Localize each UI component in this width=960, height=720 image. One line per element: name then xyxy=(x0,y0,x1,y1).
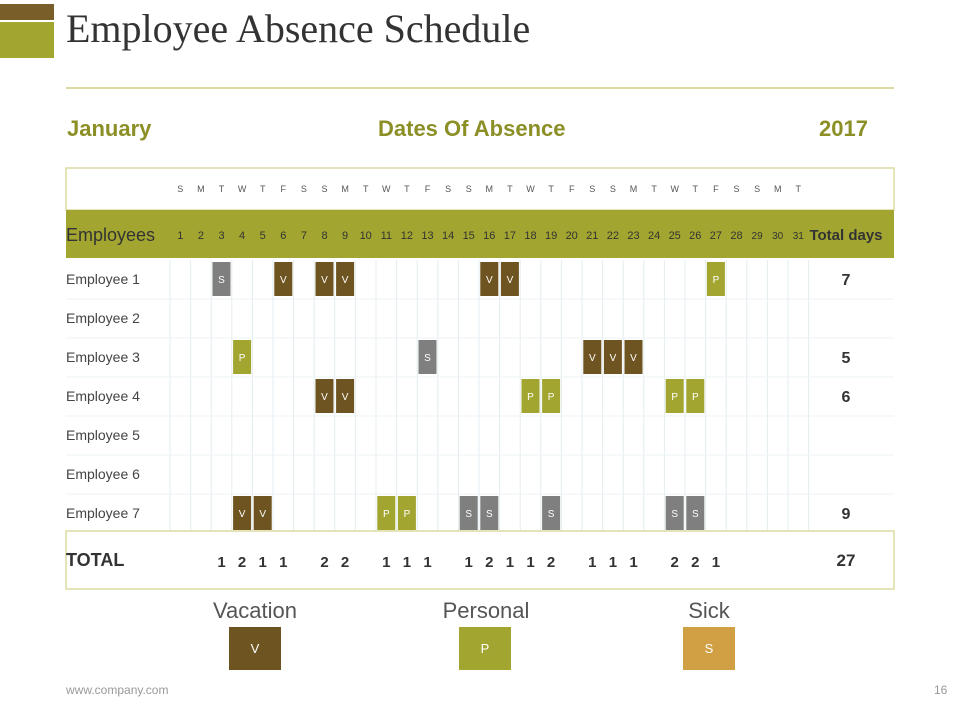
daily-total: 2 xyxy=(546,554,556,571)
absence-code: P xyxy=(547,392,555,403)
day-number: 6 xyxy=(280,230,287,242)
daily-total: 1 xyxy=(464,554,473,571)
absence-code: S xyxy=(485,509,493,520)
daily-total: 2 xyxy=(670,554,679,571)
absence-code: V xyxy=(609,353,617,364)
weekday-label: T xyxy=(404,184,410,194)
daily-total: 1 xyxy=(505,554,515,571)
daily-total: 2 xyxy=(237,554,247,571)
daily-total: 1 xyxy=(217,554,226,571)
daily-total: 2 xyxy=(691,554,700,571)
daily-total: 1 xyxy=(526,554,535,571)
daily-total: 1 xyxy=(423,554,432,571)
weekday-label: T xyxy=(259,184,266,194)
day-number: 18 xyxy=(524,230,537,242)
absence-code: S xyxy=(671,509,679,520)
legend-sick-label: Sick xyxy=(688,598,730,623)
legend-personal-swatch: P xyxy=(459,627,511,670)
day-number: 31 xyxy=(792,231,804,242)
year-label: 2017 xyxy=(819,116,868,141)
day-number: 28 xyxy=(730,230,743,242)
day-number: 10 xyxy=(359,230,372,242)
absence-code: V xyxy=(321,392,328,403)
absence-code: P xyxy=(671,392,679,403)
day-number: 9 xyxy=(342,230,349,242)
day-number: 21 xyxy=(586,230,599,242)
weekday-label: T xyxy=(795,184,802,194)
daily-total: 2 xyxy=(340,554,350,571)
daily-total: 1 xyxy=(258,554,267,571)
day-number: 8 xyxy=(321,230,328,242)
absence-code: V xyxy=(588,353,596,364)
absence-code: V xyxy=(259,509,267,520)
weekday-label: T xyxy=(218,184,225,194)
absence-code: V xyxy=(279,275,287,286)
employee-name: Employee 5 xyxy=(66,427,140,443)
absence-code: S xyxy=(218,275,225,286)
absence-code: P xyxy=(382,509,390,520)
day-number: 5 xyxy=(259,230,266,242)
absence-code: V xyxy=(506,275,514,286)
day-number: 7 xyxy=(300,230,307,242)
day-number: 1 xyxy=(177,230,184,242)
daily-total: 1 xyxy=(402,554,412,571)
weekday-label: S xyxy=(609,184,616,194)
legend-personal-label: Personal xyxy=(442,598,530,623)
weekday-label: S xyxy=(300,184,307,194)
employee-name: Employee 7 xyxy=(66,505,140,521)
weekday-label: S xyxy=(321,184,328,194)
employees-header: Employees xyxy=(66,225,156,245)
absence-code: S xyxy=(691,509,699,520)
day-number: 3 xyxy=(218,230,225,242)
day-number: 30 xyxy=(772,231,784,242)
weekday-label: W xyxy=(382,184,391,194)
grand-total: 27 xyxy=(836,551,856,570)
legend-vacation-label: Vacation xyxy=(213,598,297,623)
weekday-label: W xyxy=(237,184,247,194)
day-number: 22 xyxy=(606,230,620,242)
daily-total: 2 xyxy=(485,554,494,571)
weekday-label: F xyxy=(424,184,431,194)
daily-total: 1 xyxy=(629,554,638,571)
absence-code: P xyxy=(691,392,699,403)
month-label: January xyxy=(67,116,152,141)
employee-name: Employee 3 xyxy=(66,349,140,365)
day-number: 27 xyxy=(709,230,723,242)
total-row xyxy=(66,531,894,589)
daily-total: 1 xyxy=(608,554,618,571)
day-number: 16 xyxy=(483,230,496,242)
day-number: 2 xyxy=(197,230,204,242)
absence-code: V xyxy=(238,509,246,520)
weekday-row xyxy=(66,168,894,210)
day-number: 25 xyxy=(668,230,681,242)
weekday-label: F xyxy=(568,184,575,194)
absence-code: S xyxy=(547,509,555,520)
weekday-label: M xyxy=(629,184,638,194)
weekday-label: T xyxy=(507,184,513,194)
weekday-label: M xyxy=(773,184,782,194)
weekday-label: T xyxy=(692,184,699,194)
legend-sick-swatch: S xyxy=(683,627,735,670)
legend-vacation-swatch: V xyxy=(229,627,281,670)
daily-total: 1 xyxy=(588,554,597,571)
employee-total-days: 5 xyxy=(841,350,851,367)
employee-name: Employee 2 xyxy=(66,310,140,326)
absence-code: P xyxy=(238,353,246,364)
weekday-label: T xyxy=(548,184,554,194)
weekday-label: W xyxy=(670,184,679,194)
employee-name: Employee 4 xyxy=(66,388,140,404)
page-title: Employee Absence Schedule xyxy=(66,6,531,51)
absence-code: P xyxy=(403,509,411,520)
weekday-label: M xyxy=(197,184,205,194)
day-number: 15 xyxy=(462,230,475,242)
weekday-label: F xyxy=(280,184,287,194)
weekday-label: T xyxy=(651,184,657,194)
day-header-row xyxy=(66,210,894,258)
day-number: 12 xyxy=(400,230,414,242)
absence-code: V xyxy=(321,275,328,286)
day-number: 24 xyxy=(647,230,661,242)
day-number: 26 xyxy=(689,230,702,242)
daily-total: 1 xyxy=(279,554,288,571)
absence-code: V xyxy=(630,353,637,364)
absence-code: S xyxy=(465,509,473,520)
weekday-label: W xyxy=(526,184,535,194)
absence-code: V xyxy=(485,275,493,286)
day-number: 17 xyxy=(503,230,517,242)
weekday-label: M xyxy=(485,184,494,194)
weekday-label: S xyxy=(445,184,452,194)
employee-total-days: 9 xyxy=(841,506,851,523)
day-number: 4 xyxy=(239,230,246,242)
dates-of-absence-heading: Dates Of Absence xyxy=(378,116,566,141)
weekday-label: S xyxy=(733,184,740,194)
weekday-label: T xyxy=(362,184,369,194)
employee-name: Employee 1 xyxy=(66,271,140,287)
weekday-label: S xyxy=(754,184,761,194)
absence-code: V xyxy=(341,275,349,286)
weekday-label: S xyxy=(177,184,184,194)
daily-total: 2 xyxy=(320,554,329,571)
employee-name: Employee 6 xyxy=(66,466,140,482)
day-number: 19 xyxy=(544,230,558,242)
day-number: 14 xyxy=(441,230,455,242)
footer-url: www.company.com xyxy=(66,683,169,697)
employee-total-days: 6 xyxy=(841,389,851,406)
total-days-header: Total days xyxy=(809,227,883,244)
daily-total: 1 xyxy=(382,554,391,571)
absence-code: P xyxy=(712,275,720,286)
weekday-label: M xyxy=(341,184,349,194)
absence-code: S xyxy=(424,353,431,364)
day-number: 20 xyxy=(565,230,578,242)
total-label: TOTAL xyxy=(66,550,125,570)
weekday-label: S xyxy=(589,184,596,194)
day-number: 13 xyxy=(421,230,434,242)
absence-code: P xyxy=(527,392,534,403)
day-number: 11 xyxy=(380,230,393,242)
daily-total: 1 xyxy=(711,554,721,571)
weekday-label: S xyxy=(465,184,472,194)
page-number: 16 xyxy=(934,683,948,697)
day-number: 23 xyxy=(627,230,640,242)
day-number: 29 xyxy=(751,231,763,242)
weekday-label: F xyxy=(713,184,719,194)
absence-code: V xyxy=(341,392,349,403)
employee-total-days: 7 xyxy=(841,272,851,289)
